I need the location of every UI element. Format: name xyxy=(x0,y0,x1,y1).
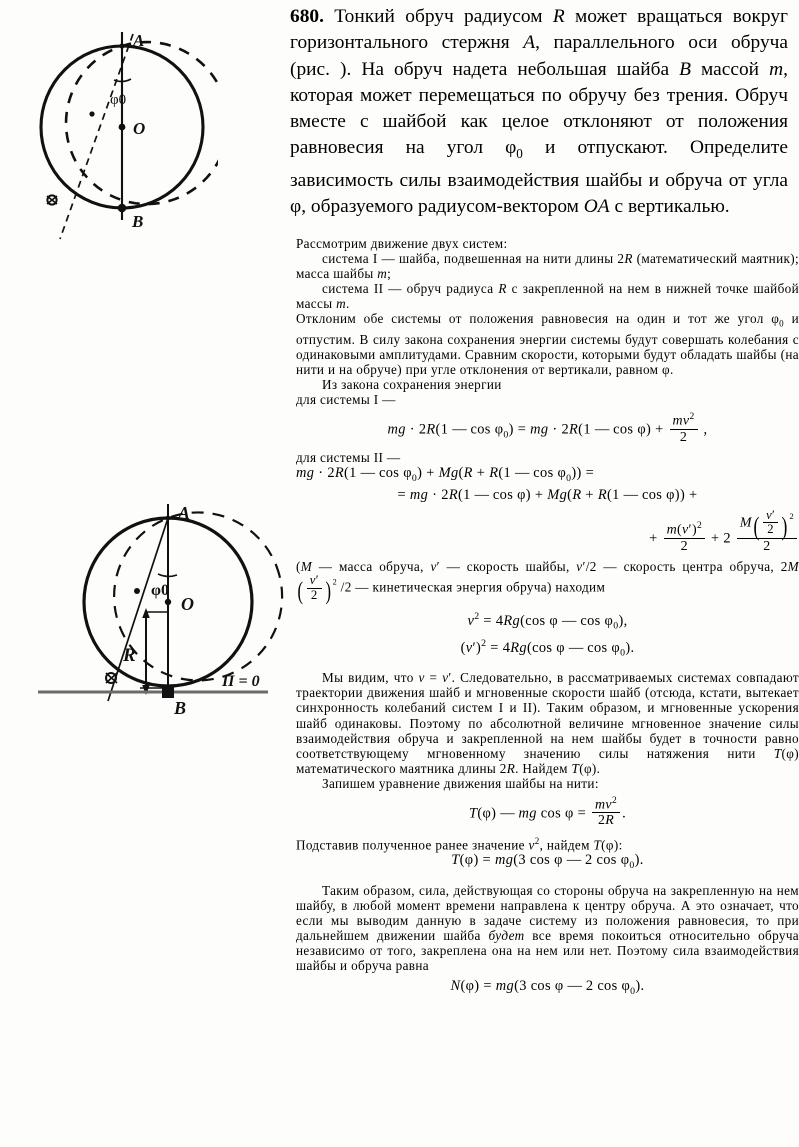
label-angle-phi0-1: φ0 xyxy=(110,92,127,108)
solution-paragraph-4: Отклоним обе системы от положения равновесия на один и тот же угол $\varphi_0$ и отпустим. В силу закона сохранения энергии системы будут совершать колебания с одинаковыми амплитудами. Сравним скорости, которыми будут обладать шайбы (на нити и на обруче) при угле отклонения от вертикали, равном φ. xyxy=(296,311,799,378)
solution-paragraph-3: система II — обруч радиуса R с закрепленной на нем в нижней точке шайбой массы m. xyxy=(296,281,799,312)
dashed-hoop-2 xyxy=(90,498,302,705)
figure-1-svg xyxy=(2,24,218,242)
solution-paragraph-10: Запишем уравнение движения шайбы на нити: xyxy=(322,775,599,791)
point-a-marker-2 xyxy=(166,516,171,521)
solution-paragraph-5: Из закона сохранения энергии xyxy=(322,377,502,393)
point-b-marker-2 xyxy=(162,686,174,698)
label-point-a-2: A xyxy=(178,503,191,523)
solution-column xyxy=(296,236,799,1000)
point-b-marker-1 xyxy=(118,204,127,213)
equation-5: T(φ) — mg cos φ = $\frac{mv^2}{2R}$ . xyxy=(468,795,627,829)
displaced-center-marker-2 xyxy=(134,588,140,594)
label-datum-2: П = 0 xyxy=(222,673,260,690)
label-point-a-1: A xyxy=(133,31,145,50)
point-o-marker-2 xyxy=(165,599,171,605)
solution-paragraph-1: Рассмотрим движение двух систем: xyxy=(296,236,508,251)
equation-7: N(φ) = mg(3 cos φ — 2 $\cos \varphi_0$). xyxy=(450,978,645,998)
point-o-marker-1 xyxy=(119,124,126,131)
point-a-marker-1 xyxy=(119,43,124,48)
figure-hoop-diagram-2 xyxy=(36,498,302,730)
equation-1: mg · 2R(1 — $\cos \varphi_0$) = mg · 2R(1 — cos φ) + $\frac{mv^2}{2}$ , xyxy=(387,412,708,445)
displaced-washer-glyph-2 xyxy=(106,673,117,683)
equation-2-line-3: + $\frac{m(v')^2}{2}$ + 2 M( $\frac{v'}{2}$ ) $^2$ 2 xyxy=(296,509,799,554)
solution-paragraph-9: Мы видим, что v = v′. Следовательно, в рассматриваемых системах совпадают траектории движения шайб и мгновенные скорости шайб (отсюда, кстати, вытекает синхронность колебаний систем I и II). Таким образом, и мгновенные ускорения шайб одинаковы. Поэтому по абсолютной величине мгновенное значение силы взаимодействия обруча и закрепленной на нем шайбы будет в точности равно соответствующему мгновенному значению силы натяжения нити T(φ) математического маятника длины 2R. Найдем T(φ). xyxy=(296,670,799,776)
dashed-hoop-1 xyxy=(45,24,218,225)
problem-number: 680. xyxy=(290,6,324,27)
label-angle-phi0-2: φ0 xyxy=(151,582,169,599)
solution-paragraph-7: для системы II — xyxy=(296,449,401,465)
solution-paragraph-11: Подставив полученное ранее значение $v^2$, найдем T(φ): xyxy=(296,835,623,852)
spacer xyxy=(296,661,799,670)
displaced-center-marker-1 xyxy=(89,111,94,116)
equation-3: $v^2 = 4Rg(\cos$ φ — $\cos \varphi_0$), xyxy=(467,611,628,632)
label-point-o-2: O xyxy=(181,594,194,614)
solution-paragraph-2: система I — шайба, подвешенная на нити длины 2R (математический маятник); масса шайбы m; xyxy=(296,251,799,282)
equation-2-line-2: = mg · 2R(1 — cos φ) + Mg(R + R(1 — cos φ)) + xyxy=(397,486,698,503)
equation-2-line-1: mg · 2R(1 — $\cos \varphi_0) + Mg(R + R(1$ — $\cos \varphi_0$)) = xyxy=(296,465,595,484)
label-point-o-1: O xyxy=(133,119,146,138)
equation-4: $(v')^2 = 4Rg(\cos$ φ — $\cos \varphi_0$). xyxy=(460,637,635,659)
displaced-washer-glyph-1 xyxy=(47,195,57,204)
figure-2-svg xyxy=(36,498,302,730)
solution-paragraph-8: (M — масса обруча, v′ — скорость шайбы, v′/2 — скорость центра обруча, 2M ( $\frac{v'}{2}$ )$^2$ /2 — кинетическая энергия обруча) находим xyxy=(296,558,799,606)
label-point-b-1: B xyxy=(132,212,144,231)
equation-6: T(φ) = mg(3 cos φ — 2 $\cos \varphi_0$). xyxy=(451,851,644,871)
spacer xyxy=(296,874,799,883)
solution-paragraph-12: Таким образом, сила, действующая со стороны обруча на закрепленную на нем шайбу, в любой момент времени направлена к центру обруча. А это означает, что если мы выводим данную в задаче систему из положения равновесия, то при дальнейшем движении шайба будет все время покоиться относительно обруча независимо от того, закреплена она на нем или нет. Поэтому сила взаимодействия шайбы и обруча равна xyxy=(296,882,799,974)
solution-paragraph-6: для системы I — xyxy=(296,392,396,408)
label-point-b-2: B xyxy=(174,698,187,718)
label-radius-2: R xyxy=(123,645,136,666)
figure-hoop-diagram-1 xyxy=(2,24,218,242)
problem-body: Тонкий обруч радиусом R может вращаться вокруг горизонтального стержня A, параллельного оси обруча (рис. ). На обруч надета небольшая шайба B массой m, которая может перемещаться по обручу без трения. Обруч вместе с шайбой как целое отклоняют от положения равновесия на угол $\varphi_0$ и отпускают. Определите зависимость силы взаимодействия шайбы и обруча от угла φ, образуемого радиусом-вектором OA с вертикалью. xyxy=(290,6,789,217)
